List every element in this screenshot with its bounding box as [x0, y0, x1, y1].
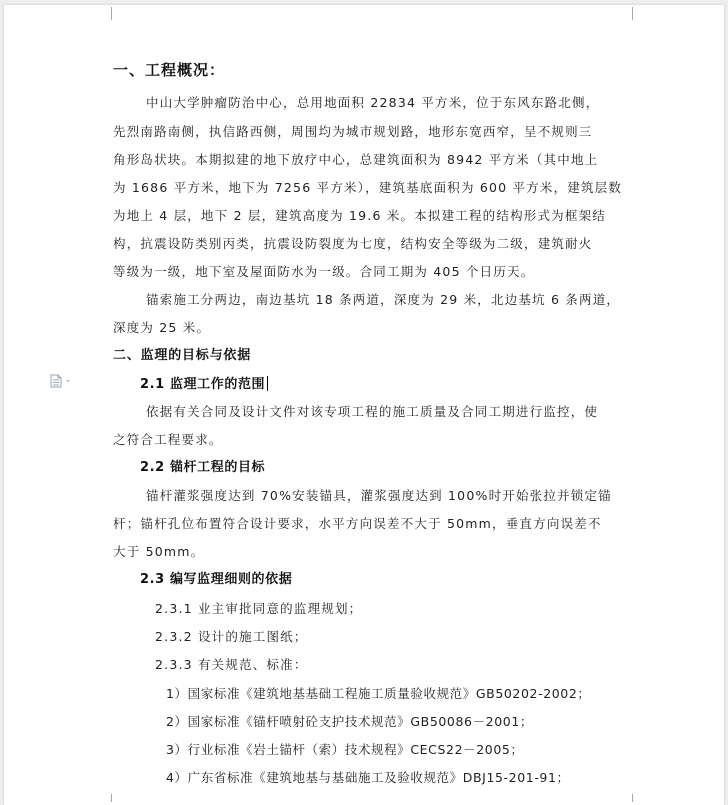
paragraph-line: 依据有关合同及设计文件对该专项工程的施工质量及合同工期进行监控，使 — [146, 404, 599, 419]
standard-item: 4）广东省标准《建筑地基与基础施工及验收规范》DBJ15-201-91； — [166, 770, 570, 785]
document-options-icon[interactable] — [49, 374, 77, 388]
paragraph-line: 角形岛状块。本期拟建的地下放疗中心，总建筑面积为 8942 平方米（其中地上 — [113, 152, 599, 167]
paragraph-line: 之符合工程要求。 — [113, 432, 223, 447]
paragraph-line: 为地上 4 层，地下 2 层，建筑高度为 19.6 米。本拟建工程的结构形式为框架结 — [113, 208, 606, 223]
margin-corner-top-right — [632, 7, 646, 20]
list-item: 2.3.3 有关规范、标准： — [155, 657, 308, 672]
paragraph-line: 锚杆灌浆强度达到 70%安装锚具，灌浆强度达到 100%时开始张拉并锁定锚 — [146, 488, 612, 503]
paragraph-line: 杆；锚杆孔位布置符合设计要求，水平方向误差不大于 50mm，垂直方向误差不 — [113, 516, 602, 531]
margin-corner-bottom-right — [632, 794, 646, 802]
margin-corner-top-left — [98, 7, 112, 20]
section-2-1-title-text: 2.1 监理工作的范围 — [140, 377, 266, 392]
paragraph-line: 锚索施工分两边，南边基坑 18 条两道，深度为 29 米，北边基坑 6 条两道， — [146, 292, 621, 307]
standard-item: 2）国家标准《锚杆喷射砼支护技术规范》GB50086－2001； — [166, 714, 533, 729]
list-item: 2.3.1 业主审批同意的监理规划； — [155, 601, 363, 616]
section-2-1-title[interactable] — [140, 376, 268, 393]
margin-corner-bottom-left — [98, 794, 112, 802]
heading-project-overview: 一、工程概况： — [113, 61, 226, 79]
paragraph-line: 中山大学肿瘤防治中心，总用地面积 22834 平方米，位于东风东路北侧， — [146, 95, 600, 110]
paragraph-line: 先烈南路南侧，执信路西侧，周围均为城市规划路，地形东宽西窄，呈不规则三 — [113, 124, 593, 139]
standard-item: 1）国家标准《建筑地基基础工程施工质量验收规范》GB50202-2002； — [166, 686, 591, 701]
section-2-2-title: 2.2 锚杆工程的目标 — [140, 460, 266, 475]
paragraph-line: 大于 50mm。 — [113, 544, 205, 559]
paragraph-line: 深度为 25 米。 — [113, 320, 211, 335]
standard-item: 3）行业标准《岩土锚杆（索）技术规程》CECS22－2005； — [166, 742, 524, 757]
heading-supervision-goals: 二、监理的目标与依据 — [113, 348, 252, 363]
text-cursor — [267, 376, 268, 391]
paragraph-line: 构，抗震设防类别丙类，抗震设防裂度为七度，结构安全等级为二级，建筑耐火 — [113, 236, 593, 251]
paragraph-line: 为 1686 平方米，地下为 7256 平方米），建筑基底面积为 600 平方米，建筑层数 — [113, 180, 623, 195]
section-2-3-title: 2.3 编写监理细则的依据 — [140, 572, 293, 587]
paragraph-line: 等级为一级，地下室及屋面防水为一级。合同工期为 405 个日历天。 — [113, 264, 535, 279]
list-item: 2.3.2 设计的施工图纸； — [155, 629, 308, 644]
